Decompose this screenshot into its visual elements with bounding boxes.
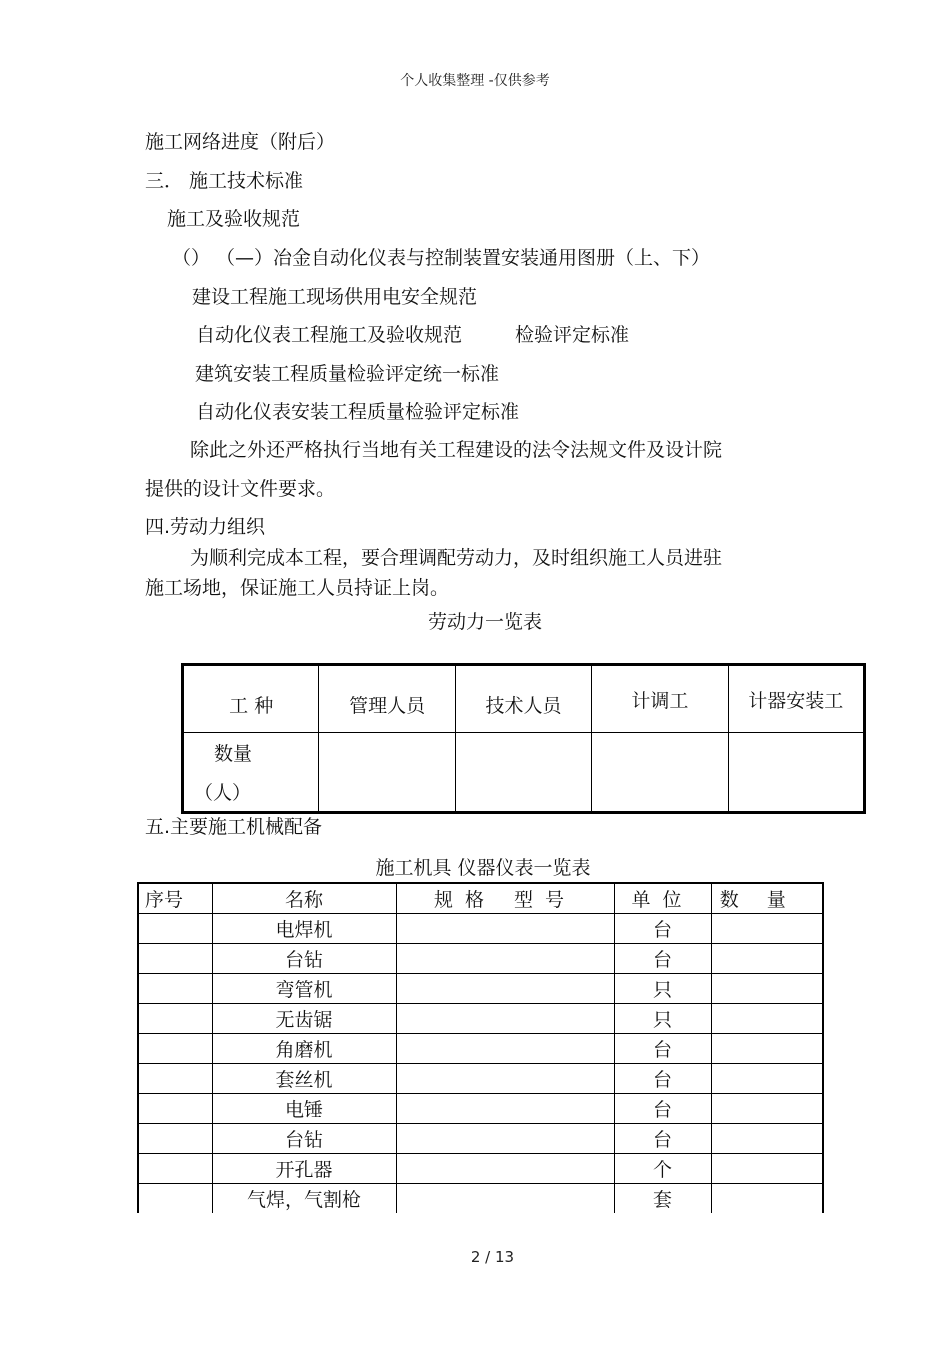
labor-table	[181, 663, 866, 814]
header-cell: 规格 型号	[396, 883, 614, 914]
tool-unit: 只	[614, 974, 711, 1004]
tool-name: 开孔器	[212, 1154, 396, 1184]
section3-heading: 三． 施工技术标准	[145, 170, 304, 192]
value-cell	[319, 733, 455, 813]
row-number	[138, 914, 212, 944]
row-number	[138, 944, 212, 974]
value-cell	[592, 733, 728, 813]
quantity-label-cell	[183, 733, 319, 813]
section5-heading: 五.主要施工机械配备	[145, 816, 323, 838]
header-cell: 技术人员	[455, 665, 591, 733]
table-row	[138, 1004, 823, 1034]
tool-spec	[396, 1064, 614, 1094]
tools-table	[137, 882, 824, 1213]
header-cell: 序号	[138, 883, 212, 914]
tool-unit: 台	[614, 1124, 711, 1154]
table-row	[138, 1034, 823, 1064]
tool-spec	[396, 944, 614, 974]
tool-quantity	[711, 944, 823, 974]
table-row	[138, 914, 823, 944]
quantity-label: 数量	[214, 743, 253, 765]
tool-name: 台钻	[212, 944, 396, 974]
paragraph-line: 除此之外还严格执行当地有关工程建设的法令法规文件及设计院	[190, 439, 723, 461]
tool-unit: 台	[614, 1064, 711, 1094]
tool-spec	[396, 1034, 614, 1064]
tool-quantity	[711, 1094, 823, 1124]
row-number	[138, 974, 212, 1004]
paragraph-line: 提供的设计文件要求。	[145, 478, 336, 500]
standard-item: 建筑安装工程质量检验评定统一标准	[195, 363, 500, 385]
section4-heading: 四.劳动力组织	[145, 516, 266, 538]
row-number	[138, 1154, 212, 1184]
tool-spec	[396, 1154, 614, 1184]
table-row	[138, 1184, 823, 1214]
tool-spec	[396, 914, 614, 944]
value-cell	[728, 733, 864, 813]
standard-item: 检验评定标准	[515, 324, 630, 346]
header-cell: 单位	[614, 883, 711, 914]
row-number	[138, 1064, 212, 1094]
standard-item: 施工及验收规范	[167, 208, 301, 230]
tool-name: 电焊机	[212, 914, 396, 944]
standard-item: 建设工程施工现场供用电安全规范	[192, 286, 478, 308]
tool-unit: 只	[614, 1004, 711, 1034]
paragraph-line: 为顺利完成本工程，要合理调配劳动力，及时组织施工人员进驻	[190, 547, 723, 569]
tool-quantity	[711, 1124, 823, 1154]
header-cell: 数量	[711, 883, 823, 914]
tool-name: 角磨机	[212, 1034, 396, 1064]
page-header: 个人收集整理 -仅供参考	[400, 73, 550, 89]
tool-name: 套丝机	[212, 1064, 396, 1094]
tool-unit: 台	[614, 1094, 711, 1124]
tool-unit: 台	[614, 914, 711, 944]
tool-spec	[396, 974, 614, 1004]
row-number	[138, 1034, 212, 1064]
header-cell: 计器安装工	[728, 665, 864, 733]
standard-item: （） （—）冶金自动化仪表与控制装置安装通用图册（上、下）	[172, 247, 711, 269]
tool-name: 无齿锯	[212, 1004, 396, 1034]
tool-name: 电锤	[212, 1094, 396, 1124]
table-row	[138, 1064, 823, 1094]
tool-quantity	[711, 1034, 823, 1064]
standard-item: 自动化仪表安装工程质量检验评定标准	[196, 401, 520, 423]
tool-spec	[396, 1004, 614, 1034]
tool-unit: 个	[614, 1154, 711, 1184]
tool-quantity	[711, 974, 823, 1004]
tool-name: 弯管机	[212, 974, 396, 1004]
table-row	[138, 944, 823, 974]
table-row	[138, 974, 823, 1004]
row-number	[138, 1094, 212, 1124]
network-schedule-line: 施工网络进度（附后）	[145, 131, 336, 153]
tool-unit: 套	[614, 1184, 711, 1214]
table-row	[138, 1154, 823, 1184]
tool-quantity	[711, 914, 823, 944]
tool-unit: 台	[614, 1034, 711, 1064]
header-cell: 计调工	[592, 665, 728, 733]
tool-quantity	[711, 1004, 823, 1034]
tools-table-caption: 施工机具 仪器仪表一览表	[375, 857, 591, 879]
value-cell	[455, 733, 591, 813]
tool-spec	[396, 1094, 614, 1124]
tool-spec	[396, 1124, 614, 1154]
standard-item: 自动化仪表工程施工及验收规范	[196, 324, 463, 346]
tool-name: 台钻	[212, 1124, 396, 1154]
row-number	[138, 1004, 212, 1034]
tool-quantity	[711, 1064, 823, 1094]
paragraph-line: 施工场地，保证施工人员持证上岗。	[145, 577, 450, 599]
row-number	[138, 1124, 212, 1154]
labor-table-caption: 劳动力一览表	[427, 611, 542, 633]
tool-spec	[396, 1184, 614, 1214]
quantity-unit: （人）	[194, 782, 252, 804]
header-cell: 管理人员	[319, 665, 455, 733]
table-row	[138, 1094, 823, 1124]
tool-quantity	[711, 1184, 823, 1214]
row-number	[138, 1184, 212, 1214]
tool-quantity	[711, 1154, 823, 1184]
tool-name: 气焊，气割枪	[212, 1184, 396, 1214]
page-number: 2 / 13	[470, 1248, 515, 1266]
tool-unit: 台	[614, 944, 711, 974]
table-row	[138, 1124, 823, 1154]
header-cell: 名称	[212, 883, 396, 914]
header-cell: 工 种	[183, 665, 319, 733]
